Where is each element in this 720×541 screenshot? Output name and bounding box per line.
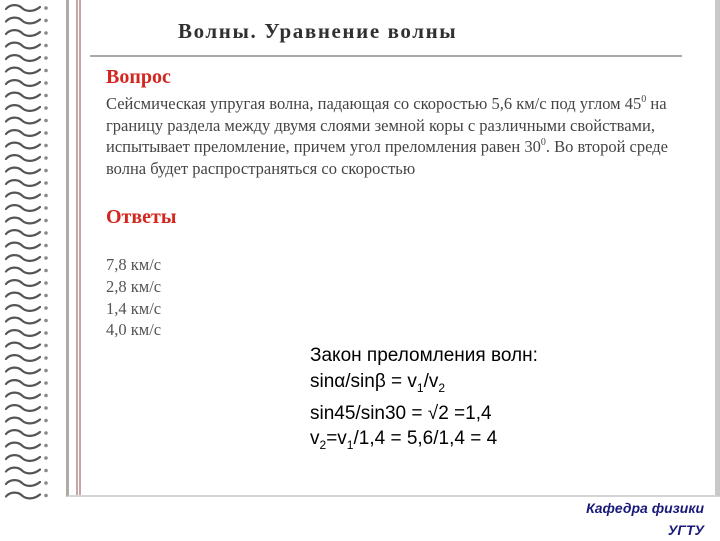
spiral-hole	[44, 19, 48, 23]
spiral-hole	[44, 244, 48, 248]
spiral-ring	[6, 318, 40, 324]
spiral-ring	[6, 130, 40, 136]
title-divider	[90, 55, 682, 57]
spiral-hole	[44, 94, 48, 98]
spiral-ring	[6, 418, 40, 424]
spiral-hole	[44, 494, 48, 498]
spiral-hole	[44, 231, 48, 235]
notebook-spiral-binding	[0, 0, 60, 500]
footer-line1: Кафедра физики	[586, 500, 704, 516]
question-text-part2: на границу раздела между двумя слоями земной коры с различными свойствами, испытывает преломление, причем угол преломления равен 30	[106, 94, 667, 156]
spiral-ring	[6, 405, 40, 411]
degree-mark-1: 0	[641, 93, 647, 105]
spiral-ring	[6, 43, 40, 49]
spiral-hole	[44, 44, 48, 48]
subscript: 1	[416, 380, 424, 395]
subscript: 1	[346, 438, 354, 453]
formula-text: v	[310, 428, 320, 450]
spiral-ring	[6, 118, 40, 124]
spiral-ring	[6, 443, 40, 449]
spiral-ring	[6, 468, 40, 474]
solution-line-law: Закон преломления волн:	[310, 345, 538, 366]
page-title: Волны. Уравнение волны	[178, 19, 458, 43]
spiral-hole	[44, 331, 48, 335]
formula-text: sinα/sinβ = v	[310, 370, 417, 392]
spiral-hole	[44, 181, 48, 185]
spiral-hole	[44, 456, 48, 460]
spiral-ring	[6, 280, 40, 286]
spiral-ring	[6, 205, 40, 211]
spiral-ring	[6, 193, 40, 199]
spiral-hole	[44, 169, 48, 173]
spiral-ring	[6, 430, 40, 436]
formula-text: =v	[326, 428, 347, 450]
question-heading: Вопрос	[106, 66, 171, 88]
spiral-ring	[6, 80, 40, 86]
spiral-ring	[6, 55, 40, 61]
subscript: 2	[438, 380, 446, 395]
spiral-ring	[6, 168, 40, 174]
spiral-ring	[6, 155, 40, 161]
spiral-hole	[44, 444, 48, 448]
degree-mark-2: 0	[540, 136, 546, 148]
spiral-hole	[44, 431, 48, 435]
spiral-ring	[6, 343, 40, 349]
spiral-ring	[6, 393, 40, 399]
spiral-ring	[6, 230, 40, 236]
spiral-hole	[44, 419, 48, 423]
answer-option[interactable]: 7,8 км/с	[106, 255, 162, 274]
spiral-ring	[6, 305, 40, 311]
spiral-ring	[6, 368, 40, 374]
spiral-hole	[44, 56, 48, 60]
spiral-hole	[44, 31, 48, 35]
spiral-hole	[44, 381, 48, 385]
spiral-hole	[44, 394, 48, 398]
spiral-ring	[6, 355, 40, 361]
spiral-ring	[6, 255, 40, 261]
spiral-ring	[6, 480, 40, 486]
spiral-hole	[44, 281, 48, 285]
spiral-hole	[44, 356, 48, 360]
spiral-hole	[44, 119, 48, 123]
spiral-hole	[44, 306, 48, 310]
spiral-ring	[6, 455, 40, 461]
spiral-hole	[44, 319, 48, 323]
spiral-hole	[44, 219, 48, 223]
solution-block	[310, 343, 538, 459]
spiral-hole	[44, 269, 48, 273]
solution-line-result	[310, 426, 538, 458]
question-text	[106, 93, 671, 179]
question-text-part1: Сейсмическая упругая волна, падающая со скоростью 5,6 км/с под углом 45	[106, 94, 642, 113]
spiral-ring	[6, 268, 40, 274]
formula-text: /1,4 = 5,6/1,4 = 4	[353, 428, 498, 450]
answer-option[interactable]: 2,8 км/с	[106, 276, 162, 296]
formula-text: /v	[423, 370, 439, 392]
spiral-ring	[6, 493, 40, 499]
spiral-ring	[6, 30, 40, 36]
spiral-hole	[44, 256, 48, 260]
spiral-hole	[44, 481, 48, 485]
spiral-hole	[44, 69, 48, 73]
spiral-hole	[44, 469, 48, 473]
spiral-hole	[44, 6, 48, 10]
answers-heading: Ответы	[106, 206, 177, 228]
solution-line-ratio: sin45/sin30 = √2 =1,4	[310, 402, 492, 424]
spiral-ring	[6, 143, 40, 149]
footer-department	[586, 497, 704, 541]
footer-line2: УГТУ	[667, 522, 704, 538]
spiral-ring	[6, 105, 40, 111]
spiral-hole	[44, 156, 48, 160]
spiral-ring	[6, 380, 40, 386]
spiral-hole	[44, 106, 48, 110]
question-text-part3: . Во второй среде волна будет распространяться со скоростью	[106, 137, 668, 178]
solution-line-formula	[310, 369, 538, 401]
spiral-hole	[44, 81, 48, 85]
spiral-ring	[6, 18, 40, 24]
spiral-hole	[44, 294, 48, 298]
answer-option[interactable]: 1,4 км/с	[106, 298, 162, 318]
spiral-ring	[6, 93, 40, 99]
spiral-ring	[6, 68, 40, 74]
spiral-hole	[44, 194, 48, 198]
answer-option[interactable]: 4,0 км/с	[106, 320, 162, 340]
subscript: 2	[319, 438, 327, 453]
spiral-ring	[6, 293, 40, 299]
spiral-hole	[44, 406, 48, 410]
answers-list	[106, 254, 161, 341]
spiral-ring	[6, 330, 40, 336]
margin-lines	[76, 0, 81, 495]
spiral-ring	[6, 5, 40, 11]
spiral-hole	[44, 131, 48, 135]
spiral-hole	[44, 344, 48, 348]
spiral-hole	[44, 144, 48, 148]
spiral-ring	[6, 180, 40, 186]
spiral-hole	[44, 206, 48, 210]
spiral-ring	[6, 243, 40, 249]
spiral-ring	[6, 218, 40, 224]
spiral-hole	[44, 369, 48, 373]
